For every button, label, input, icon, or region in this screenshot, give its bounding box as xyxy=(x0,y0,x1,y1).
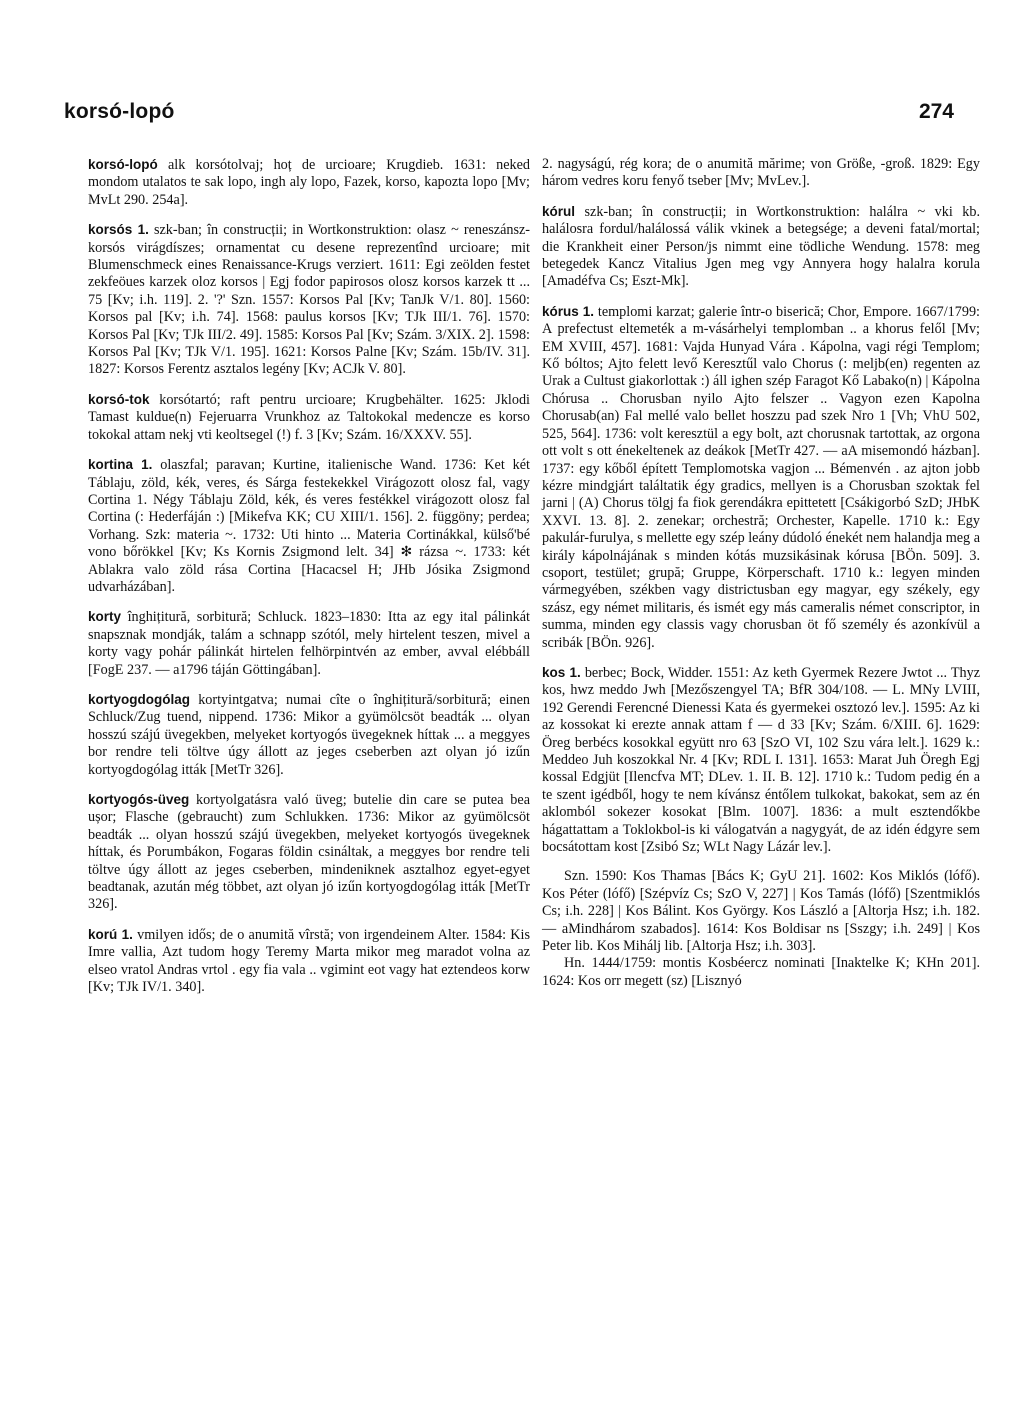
dictionary-entry xyxy=(88,156,530,209)
entry-text: Szn. 1590: Kos Thamas [Bács K; GyU 21]. 1602: Kos Miklós (lófő). Kos Péter (lófő) [Szépvíz Cs; SzO V, 227] | Kos Tamás (lófő) [Szentmiklós Cs; i.h. 228] | Kos Bálint. Kos György. Kos László a [Altorja Hsz; i.h. 182. — aMindhárom szabados]. 1614: Kos Boldisar ns [Sszgy; i.h. 249] | Kos Peter lib. Kos Mihálj lib. [Altorja Hsz; i.h. 303]. xyxy=(542,868,980,955)
entry-headword: kortyogós-üveg xyxy=(88,792,190,807)
dictionary-entry xyxy=(542,955,980,990)
dictionary-entry xyxy=(88,221,530,379)
entry-text: vmilyen idős; de o anumită vîrstă; von irgendeinem Alter. 1584: Kis Imre vallia, Azt tudom hogy Teremy Marta mikor meg maradot volna az elseo vratol Andras vrtol . egy fia vala .. vgimint eot vagy hat eztendeos korw [Kv; TJk IV/1. 340]. xyxy=(88,926,530,996)
dictionary-entry xyxy=(88,456,530,596)
entry-headword: kórul xyxy=(542,203,576,219)
dictionary-entry xyxy=(88,608,530,679)
entry-headword: kortyogdogólag xyxy=(88,691,190,707)
entry-text: korsótartó; raft pentru urcioare; Krugbehälter. 1625: Jklodi Tamast kuldue(n) Fejeruarra Vrunkhoz az Taltokokal medencze es korso tokokal attam nekj vti keoltsegel (!) f. 3 [Kv; Szám. 16/XXXV. 55]. xyxy=(88,391,530,443)
entry-headword: kos 1. xyxy=(542,664,581,680)
right-column xyxy=(542,156,980,1002)
entry-headword: korú 1. xyxy=(88,926,133,942)
left-column xyxy=(88,156,530,1008)
entry-text: kortyolgatásra való üveg; butelie din care se putea bea ușor; Flasche (gebraucht) zum Schlukken. 1736: Mikor az gyümölcsöt beadták ... olyan hosszú szájú üvegekben, melyeket kortyogós üvegeknek híttak, és Porumbákon, Fogaras földin csináltak, a meggyes bor rendre teli töltve úgy állott az jeges cseberben, mindeniknek asztalhoz egyet-egyet beadtanak, azután még többet, azt olyan jó izűn kortyogdogólag itták [MetTr 326]. xyxy=(88,792,530,913)
entry-headword: kórus 1. xyxy=(542,303,595,319)
entry-text: berbec; Bock, Widder. 1551: Az keth Gyermek Rezere Jwtot ... Thyz kos, hwz meddo Jwh [Mezőszengyel TA; BfR 304/108. — L. MNy LVIII, 192 Gerendi Ferencné Dienessi Kata és gyermekei osztozó lev.]. 1595: Az ki az kossokat ki erezte annak attam f — d 33 [Kv; Szám. 6/XIII. 6]. 1629: Öreg berbécs kosokkal együtt nro 63 [SzO VI, 102 Szu vára lelt.]. 1629 k.: Meddeo Juh koszokkal Nr. 4 [Kv; RDL I. 131]. 1653: Marat Juh Öregh Egj kossal Edgjüt [Ilencfva MT; DLev. 1. II. B. 12]. 1710 k.: Tudom pedig én a te szent igédből, hogy te nem kívánsz éntőlem tulkokat, bakokat, sem az én aklomból sokezer kosokat [Blm. 1007]. 1836: a mult esztendőkbe hágattattam a Toklokbol-is ki válogatván a nagygyát, de az idén édgyre sem bocsátottam kost [Zsibó Sz; WLt Nagy Lázár lev.]. xyxy=(542,664,980,856)
dictionary-entry xyxy=(88,691,530,779)
entry-text: szk-ban; în construcții; in Wortkonstruktion: olasz ~ reneszánsz-korsós virágdíszes; ornamentat cu desene reprezentînd urcioare; mit Blumenschmeck eines Renaissance-Krugs verziert. 1611: Egi zeölden festet zekfeöues karzek oloz korsos | Egj fodor papirosos olosz korsos karzek tt ... 75 [Kv; i.h. 119]. 2. '?' Szn. 1557: Korsos Pal [Kv; TanJk V/1. 80]. 1560: Korsos pal [Kv; i.h. 74]. 1568: paulus korsos [Kv; TJk III/1. 76]. 1570: Korsos Pal [Kv; TJk III/2. 49]. 1585: Korsos Pal [Kv; Szám. 3/XIX. 2]. 1598: Korsos Pal [Kv; TJk V/1. 195]. 1621: Korsos Palne [Kv; Szám. 15b/IV. 31]. 1827: Korsos Ferentz asztalos legény [Kv; ACJk V. 80]. xyxy=(88,222,531,378)
entry-text: Hn. 1444/1759: montis Kosbéercz nominati [Inaktelke K; KHn 201]. 1624: Kos orr megett (sz) [Lisznyó xyxy=(542,955,980,989)
dictionary-entry xyxy=(88,791,530,914)
running-head xyxy=(64,100,960,130)
entry-text: olaszfal; paravan; Kurtine, italienische Wand. 1736: Ket két Táblaju, zöld, kék, veres, és Sárga festekekkel Virágozott olosz fal, vagy Cortina 1. Négy Táblaju Zöld, kék, és veres festékkel virágozott olosz fal Cortina (: Hederfáján :) [Mikefva KK; CU XIII/1. 156]. 2. függöny; perdea; Vorhang. Szk: materia ~. 1732: Uti hinto ... Materia Cortinákkal, külső'bé vono bőrökkel [Kv; Ks Kornis Zsigmond lelt. 34] ✻ rázsa ~. 1733: két Ablakra valo zöld rása Cortina [Hacacsel H; JHb Jósika Zsigmond udvarházában]. xyxy=(88,457,530,595)
entry-text: 2. nagyságú, rég kora; de o anumită mărime; von Größe, -groß. 1829: Egy három vedres koru fenyő tseber [Mv; MvLev.]. xyxy=(542,156,980,190)
dictionary-entry xyxy=(542,664,980,856)
entry-text: szk-ban; în construcții; in Wortkonstruktion: halálra ~ vki kb. halálosra fordul/halálossá válik vkinek a betegsége; a deveni fatal/mortal; die Krankheit einer Person/js nimmt eine tödliche Wendung. 1578: meg betegedek Kancz Vitalius Jgen meg vgy Annyera hogy halalra korula [Amadéfva Cs; Eszt-Mk]. xyxy=(542,203,980,290)
dictionary-entry xyxy=(88,926,530,997)
dictionary-entry xyxy=(542,203,980,291)
entry-text: templomi karzat; galerie într-o biserică; Chor, Empore. 1667/1799: A prefectust eltemeték a m-vásárhelyi templomban .. a khorus felől [Mv; EM XVIII, 457]. 1681: Vajda Hunyad Vára . Kápolna, vagi régi Templom; Kő bóltos; Ajto felett levő Keresztűl valo Chorus (: meljb(en) regenten az Urak a Cultust giakorlottak :) áll ighen szép Faragot Kő Labako(n) | Kápolna Chórusa .. Chorusban nyilo Ajto felszer .. Vagyon ezen Kapolna Chorusab(an) Fal mellé valo bellet hoszzu pad szek Nro 1 [Vh; VhU 502, 525, 564]. 1736: volt keresztül a egy bolt, azt chorusnak tartottak, az orgona ott volt s ott énekeltenek az deákok [MetTr 427. — aA misemondó házban]. 1737: egy kőből épített Templomotska vagjon ... Bémenvén . az ajton jobb kézre mindgjárt találtatik égy gradics, mellyen is a Chorusban szoktak fel jarni | (A) Chorus tölgj fa fiok gerendákra epittetett [Csákigorbó SzD; JHbK XXVI. 13. 8]. 2. zenekar; orchestră; Orchester, Kapelle. 1710 k.: Egy pakulár-furulya, s mellette egy szép leány dúdoló énekét nem halandja meg a király kápolnájának s minden kótás muzsikásinak kórusa [BÖn. 509]. 3. csoport, testület; grupă; Gruppe, Körperschaft. 1710 k.: legyen minden vármegyében, székben vagy districtusban egy magyar, egy székely, egy szász, egy német militaris, és ismét egy más cameralis német conscriptor, in summa, minden egy classis vagy chorusban öt fő személy és azonkívül a scribák [BÖn. 926]. xyxy=(542,303,980,651)
entry-headword: korsó-tok xyxy=(88,391,150,407)
dictionary-entry xyxy=(542,156,980,191)
entry-text: kortyintgatva; numai cîte o înghițitură/sorbitură; einen Schluck/Zug tuend, nippend. 1736: Mikor a gyümölcsöt beadták ... olyan hosszú szájú üvegekben, melyeket kortyogós üvegeknek híttak ... a meggyes bor rendre teli töltve úgy állott az jeges cseberben azt olyan jó izűn kortyogdogólag itták [MetTr 326]. xyxy=(88,691,530,778)
entry-headword: korsós 1. xyxy=(88,222,149,238)
dictionary-entry xyxy=(542,303,980,652)
entry-headword: korsó-lopó xyxy=(88,157,158,172)
dictionary-entry xyxy=(542,868,980,955)
entry-text: alk korsótolvaj; hoț de urcioare; Krugdieb. 1631: neked mondom utalatos te sak lopo, ingh aly lopo, Fazek, korso, kapozta lopo [Mv; MvLt 290. 254a]. xyxy=(88,157,530,208)
entry-headword: kortina 1. xyxy=(88,457,153,473)
entry-text: înghițitură, sorbitură; Schluck. 1823–1830: Itta az egy ital pálinkát snapsznak mondják, talám a schnapp szótól, mely hirtelent teszen, mivel a korty vagy pohár pálinkát hirtelen felhörpintvén az ember, avval elébbáll [FogE 237. — a1796 táján Göttingában]. xyxy=(88,609,530,678)
page-number: 274 xyxy=(918,100,954,123)
running-headword: korsó-lopó xyxy=(64,100,175,123)
dictionary-entry xyxy=(88,391,530,444)
entry-headword: korty xyxy=(88,609,122,625)
